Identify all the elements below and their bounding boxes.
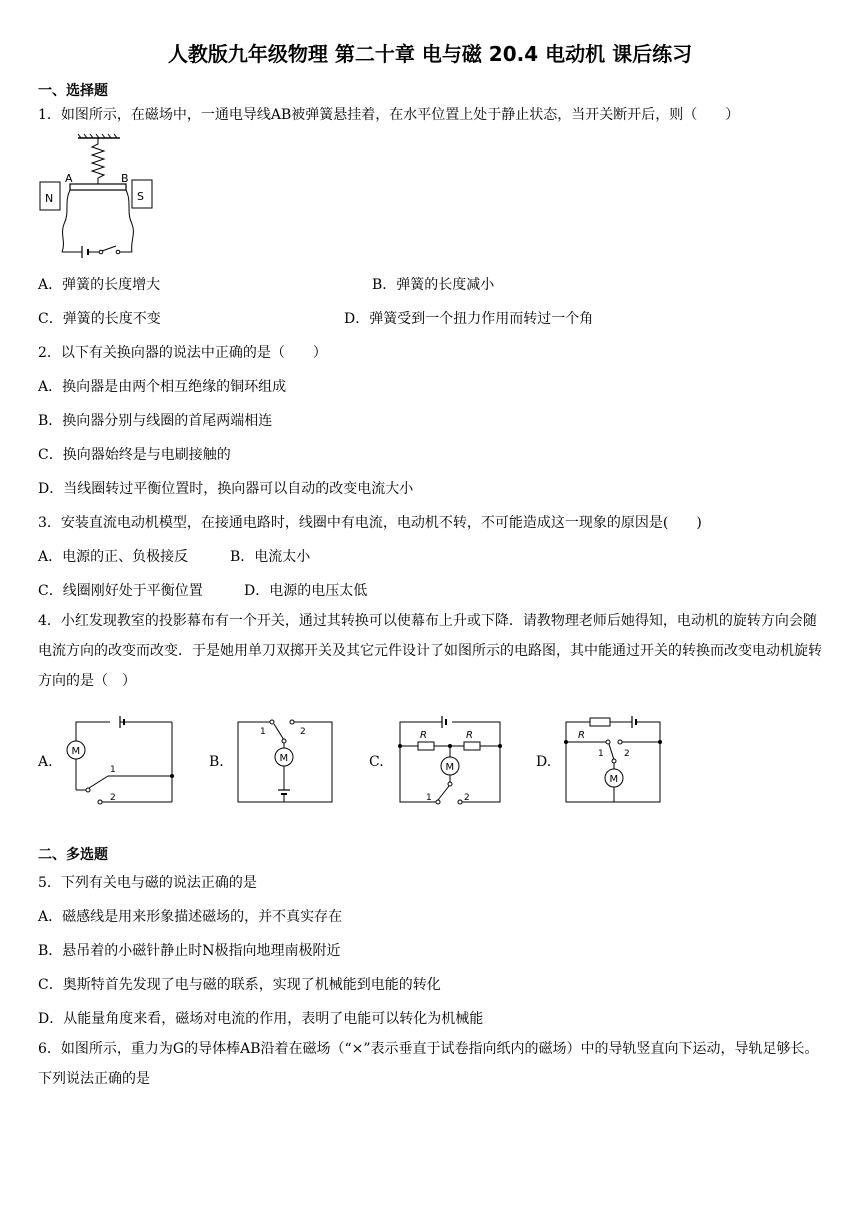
question-3-option-d: D．电源的电压太低 <box>244 583 368 599</box>
question-4-option-a: A. <box>38 754 53 770</box>
resistor-label: R <box>578 730 585 741</box>
question-2-option-d: D．当线圈转过平衡位置时，换向器可以自动的改变电流大小 <box>38 481 414 497</box>
circuit-b <box>234 716 336 804</box>
question-1-option-b: B．弹簧的长度减小 <box>372 277 495 293</box>
question-6-stem: 6．如图所示，重力为G的导体棒AB沿着在磁场（“×”表示垂直于试卷指向纸内的磁场）中的导轨竖直向下运动，导轨足够长。下列说法正确的是 <box>38 1041 819 1087</box>
resistor-label: R <box>420 730 427 741</box>
motor-label: M <box>71 746 81 757</box>
question-2-stem: 2．以下有关换向器的说法中正确的是（ ） <box>38 345 327 361</box>
section-heading-multiple-choice: 二、多选题 <box>38 847 108 863</box>
question-5-option-d: D．从能量角度来看，磁场对电流的作用，表明了电能可以转化为机械能 <box>38 1011 484 1027</box>
question-4-option-b: B. <box>209 754 224 770</box>
question-1-option-a: A．弹簧的长度增大 <box>38 277 161 293</box>
question-1-option-d: D．弹簧受到一个扭力作用而转过一个角 <box>344 311 594 327</box>
pole-s: S <box>137 190 144 203</box>
motor-label: M <box>279 753 289 764</box>
contact-2: 2 <box>110 793 116 803</box>
question-3-option-b: B．电流太小 <box>230 549 311 565</box>
question-3-stem: 3．安装直流电动机模型，在接通电路时，线圈中有电流，电动机不转，不可能造成这一现象的原因是( ) <box>38 515 702 531</box>
question-3-option-c: C．线圈刚好处于平衡位置 <box>38 583 203 599</box>
question-2-option-b: B．换向器分别与线圈的首尾两端相连 <box>38 413 273 429</box>
pole-n: N <box>45 192 54 205</box>
circuit-a <box>62 714 180 806</box>
question-1-figure <box>38 132 144 262</box>
circuit-d <box>562 714 666 806</box>
contact-2: 2 <box>300 727 306 737</box>
question-1-option-c: C．弹簧的长度不变 <box>38 311 161 327</box>
question-1-stem: 1．如图所示，在磁场中，一通电导线AB被弹簧悬挂着，在水平位置上处于静止状态，当开关断开后，则（ ） <box>38 107 740 123</box>
contact-2: 2 <box>624 749 630 759</box>
contact-1: 1 <box>260 727 266 737</box>
question-4-option-c: C. <box>369 754 384 770</box>
question-5-stem: 5．下列有关电与磁的说法正确的是 <box>38 875 257 891</box>
contact-1: 1 <box>110 765 116 775</box>
resistor-label: R <box>466 730 473 741</box>
motor-label: M <box>445 762 455 773</box>
page-title: 人教版九年级物理 第二十章 电与磁 20.4 电动机 课后练习 <box>167 42 693 66</box>
circuit-c <box>396 714 504 806</box>
label-a: A <box>65 172 73 185</box>
question-5-option-a: A．磁感线是用来形象描述磁场的，并不真实存在 <box>38 909 343 925</box>
contact-2: 2 <box>464 793 470 803</box>
question-4-option-d: D. <box>536 754 552 770</box>
contact-1: 1 <box>426 793 432 803</box>
question-2-option-c: C．换向器始终是与电刷接触的 <box>38 447 231 463</box>
question-3-option-a: A．电源的正、负极接反 <box>38 549 189 565</box>
label-b: B <box>121 172 129 185</box>
section-heading-single-choice: 一、选择题 <box>38 83 108 99</box>
question-2-option-a: A．换向器是由两个相互绝缘的铜环组成 <box>38 379 287 395</box>
question-5-option-c: C．奥斯特首先发现了电与磁的联系，实现了机械能到电能的转化 <box>38 977 441 993</box>
contact-1: 1 <box>598 749 604 759</box>
question-5-option-b: B．悬吊着的小磁针静止时N极指向地理南极附近 <box>38 943 341 959</box>
question-4-stem: 4．小红发现教室的投影幕布有一个开关，通过其转换可以使幕布上升或下降．请教物理老师后她得知，电动机的旋转方向会随电流方向的改变而改变．于是她用单刀双掷开关及其它元件设计了如图所示的电路图，其中能通过开关的转换而改变电动机旋转方向的是（ ） <box>38 613 822 689</box>
motor-label: M <box>609 774 619 785</box>
